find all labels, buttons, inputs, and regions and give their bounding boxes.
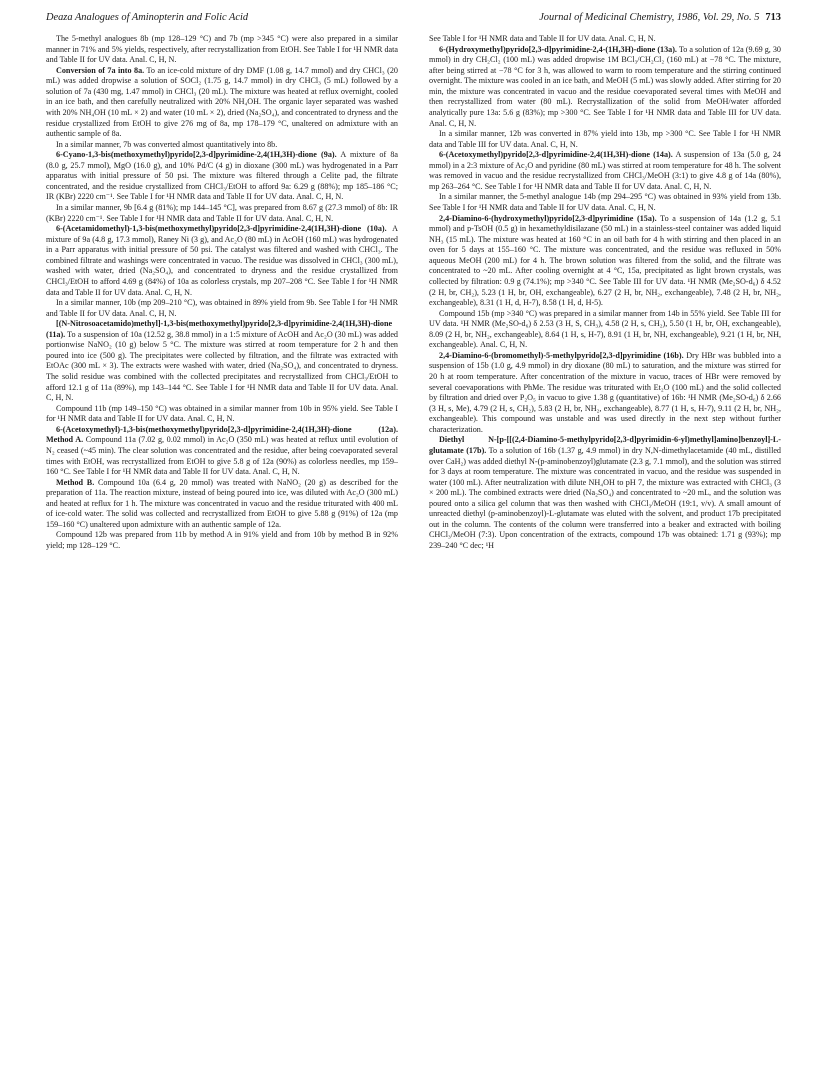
left-column [46, 34, 398, 1059]
paragraph [46, 319, 398, 404]
paragraph [429, 435, 781, 551]
paragraph-heading: 6-(Acetoxymethyl)-1,3-bis(methoxymethyl)pyrido[2,3-d]pyrimidine-2,4(1H,3H)-dione (12a). Method A. [46, 424, 398, 445]
paragraph [429, 129, 781, 150]
paragraph-heading: Diethyl N-[p-[[(2,4-Diamino-5-methylpyrido[2,3-d]pyrimidin-6-yl)methyl]amino]benzoyl]-L-glutamate (17b). [429, 435, 781, 455]
paragraph-text: In a similar manner, 9b [6.4 g (81%); mp 144–145 °C], was prepared from 8.67 g (27.3 mmol) of 8b: IR (KBr) 2220 cm⁻¹. See Table I for ¹H NMR data and Table II for UV data. Anal. C, H, N. [46, 203, 398, 223]
paragraph-text: Compound 10a (6.4 g, 20 mmol) was treated with NaNO₂ (20 g) as described for the preparation of 11a. The reaction mixture, instead of being poured into ice, was diluted with Ac₂O (300 mL) and heated at reflux for 1 h. The mixture was concentrated in vacuo and the residue triturated with 400 mL of ice-cold water. The solid was collected and recrystallized from EtOH to give 5.88 g (91%) of 12a (mp 159–160 °C) unaltered upon admixture with an authentic sample of 12a. [46, 477, 398, 529]
paragraph-text: A mixture of 9a (4.8 g, 17.3 mmol), Raney Ni (3 g), and Ac₂O (80 mL) in AcOH (160 mL) was hydrogenated in a Parr apparatus with initial pressure of 50 psi. The catalyst was filtered and washed with CHCl₃. The combined filtrate and washings were concentrated in vacuo. The residue was dissolved in CHCl₃ (300 mL), washed with water, dried (Na₂SO₄), and concentrated to dryness and the residue crystallized from CHCl₃/EtOH to afford 4.69 g (84%) of 10a as colorless crystals, mp 207–208 °C. See Table I for ¹H NMR data and Table II for UV data. Anal. C, H, N. [46, 224, 398, 297]
header-journal-citation [539, 12, 781, 23]
paragraph [429, 214, 781, 309]
paragraph [46, 425, 398, 478]
paragraph-heading: Method B. [56, 477, 95, 487]
paragraph-heading: [(N-Nitrosoacetamido)methyl]-1,3-bis(methoxymethyl)pyrido[2,3-d]pyrimidine-2,4(1H,3H)-dione (11a). [46, 319, 393, 339]
paragraph-text: The 5-methyl analogues 8b (mp 128–129 °C) and 7b (mp >345 °C) were also prepared in a similar manner in 71% and 5% yields, respectively, after recrystallization from EtOH. See Table I for ¹H NMR data and Table II for UV data. Anal. C, H, N. [46, 34, 398, 65]
paragraph-text: Compound 15b (mp >340 °C) was prepared in a similar manner from 14b in 55% yield. See Table III for UV data. ¹H NMR (Me₂SO-d₆) δ 2.53 (3 H, S, CH₃), 4.58 (2 H, s, CH₂), 5.50 (1 H, br, OH, exchangeable), 8.09 (2 H, br, NH₂, exchangeable), 8.64 (1 H, s, H-7), 8.91 (1 H, br, NH, exchangeable), 9.21 (1 H, br, NH, exchangeable). Anal. C, H, N. [429, 308, 781, 350]
paragraph-text: A mixture of 8a (8.0 g, 25.7 mmol), MgO (16.0 g), and 10% Pd/C (4 g) in dioxane (300 mL) was hydrogenated in a Parr apparatus with initial pressure of 50 psi. The mixture was filtered through a Celite pad, the filtrate concentrated, and the residue crystallized from CHCl₃/EtOH to afford 9a: 6.29 g (88%); mp 185–186 °C; IR (KBr) 2220 cm⁻¹. See Table I for ¹H NMR data and Table II for UV data. Anal. C, H, N. [46, 150, 398, 202]
paragraph-heading: 6-(Hydroxymethyl)pyrido[2,3-d]pyrimidine-2,4-(1H,3H)-dione (13a). [439, 44, 677, 54]
header-journal-name: Journal of Medicinal Chemistry, 1986, Vol. 29, No. 5 [539, 12, 760, 23]
paragraph-text: To an ice-cold mixture of dry DMF (1.08 g, 14.7 mmol) and dry CHCl₃ (20 mL) was added dropwise a solution of SOCl₂ (1.75 g, 14.7 mmol) in dry CHCl₃ (5 mL) followed by a solution of 7a (430 mg, 1.47 mmol) in CHCl₃ (20 mL). The mixture was heated at reflux overnight, cooled in an ice bath, and then carefully neutralized with 20% NH₄OH. The organic layer separated was washed with 20% NH₄OH (10 mL × 2) and water (10 mL × 2), dried (Na₂SO₄), and concentrated to dryness and the residue crystallized from EtOH to give 276 mg of 8a, mp 178–179 °C, unaltered on admixture with an authentic sample of 8a. [46, 65, 398, 139]
paragraph [429, 34, 781, 45]
paragraph [429, 45, 781, 130]
paragraph-text: To a suspension of 14a (1.2 g, 5.1 mmol) and p-TsOH (0.5 g) in hexamethyldisilazane (50 mL) in a stainless-steel container was added liquid NH₃ (15 mL). The mixture was heated at 160 °C in an oil bath for 4 h with stirring and then placed in an oven for 5 days at 155–160 °C. The mixture was concentrated, and the residue was refluxed in 50% aqueous MeOH (200 mL) for 4 h. The brown solution was filtered from the solid, and the filtrate was concentrated to ~20 mL. After cooling overnight at 4 °C, 15a, precipitated as light brown crystals, was collected by filtration: 0.9 g (74.1%); mp >340 °C. See Table III for UV data. ¹H NMR (Me₂SO-d₆) δ 4.52 (2 H, br, CH₂), 5.23 (1 H, br, OH, exchangeable), 6.27 (2 H, br, NH₂, exchangeable), 7.48 (2 H, br, NH₂, exchangeable), 8.31 (1 H, d, H-7), 8.58 (1 H, d, H-5). [429, 213, 781, 308]
paragraph [46, 478, 398, 531]
paragraph-heading: 2,4-Diamino-6-(hydroxymethyl)pyrido[2,3-d]pyrimidine (15a). [439, 213, 657, 223]
paragraph [429, 192, 781, 213]
paragraph [46, 530, 398, 551]
paragraph-text: In a similar manner, 12b was converted in 87% yield into 13b, mp >300 °C. See Table I for ¹H NMR data and Table III for UV data. Anal. C, H, N. [429, 129, 781, 149]
paragraph [46, 140, 398, 151]
right-column [429, 34, 781, 1059]
paragraph-text: To a solution of 12a (9.69 g, 30 mmol) in dry CH₂Cl₂ (100 mL) was added dropwise 1M BCl₃/CH₂Cl₂ (160 mL) at −78 °C. The mixture, after being stirred at −78 °C for 3 h, was allowed to warm to room temperature and the stirring continued overnight. The mixture was cooled in an ice bath, and MeOH (5 mL) was slowly added. After stirring for 20 min, the mixture was concentrated in vacuo and the residue coevaporated several times with MeOH and then recrystallized from water (80 mL). Recrystallization of the solid from MeOH/water afforded analytically pure 13a: 5.6 g (83%); mp >300 °C. See Table I for ¹H NMR data and Table III for UV data. Anal. C, H, N. [429, 44, 781, 128]
paragraph [429, 150, 781, 192]
paragraph-text: In a similar manner, 7b was converted almost quantitatively into 8b. [56, 139, 278, 149]
paragraph [46, 66, 398, 140]
paragraph-text: Compound 12b was prepared from 11b by method A in 91% yield and from 10b by method B in 92% yield; mp 128–129 °C. [46, 530, 398, 550]
body-columns [46, 34, 781, 1059]
paragraph [429, 351, 781, 436]
paragraph-heading: 6-(Acetoxymethyl)pyrido[2,3-d]pyrimidine-2,4(1H,3H)-dione (14a). [439, 150, 673, 160]
paragraph-text: In a similar manner, 10b (mp 209–210 °C), was obtained in 89% yield from 9b. See Table I for ¹H NMR and Table II for UV data. Anal. C, H, N. [46, 298, 398, 318]
paragraph-text: Dry HBr was bubbled into a suspension of 15b (1.0 g, 4.9 mmol) in dry dioxane (80 mL) to saturation, and the mixture was stirred for 20 h at room temperature. After concentration of the mixture in vacuo, traces of HBr were removed by several coevaporations with PhMe. The residue was triturated with Et₂O (100 mL) and the solid collected by filtration and dried over P₂O₅ in vacuo to give 1.38 g (quantitative) of 16b: ¹H NMR (Me₂SO-d₆) δ 2.66 (3 H, s, Me), 4.79 (2 H, s, CH₂), 5.83 (2 H, br, NH₂, exchangeable), 8.77 (1 H, s, H-7), 9.11 (2 H, br, NH₂, exchangeable). This compound was unstable and was used directly in the next step without further characterization. [429, 350, 781, 434]
paragraph [46, 34, 398, 66]
paragraph-text: A suspension of 13a (5.0 g, 24 mmol) in a 2:3 mixture of Ac₂O and pyridine (80 mL) was stirred at room temperature for 48 h. The solvent was removed in vacuo and the residue recrystallized from CHCl₃/MeOH (3:1) to give 4.8 g of 14a (80%), mp 263–264 °C. See Table I for ¹H NMR data and Table II for UV data. Anal. C, H, N. [429, 150, 781, 191]
paragraph [46, 203, 398, 224]
paragraph-text: Compound 11b (mp 149–150 °C) was obtained in a similar manner from 10b in 95% yield. See Table I for ¹H NMR data and Table II for UV data. Anal. C, H, N. [46, 403, 398, 424]
paragraph-text: To a solution of 16b (1.37 g, 4.9 mmol) in dry N,N-dimethylacetamide (40 mL, distilled over CaH₂) was added diethyl N-(p-aminobenzoyl)glutamate (2.3 g, 7.1 mmol), and the solution was stirred for 3 days at room temperature. The mixture was concentrated in vacuo, and the residue was suspended in water (100 mL). After neutralization with dilute NH₄OH to pH 7, the mixture was extracted with CHCl₃ (3 × 200 mL). The combined extracts were dried (Na₂SO₄) and concentrated to ~20 mL, and the solution was poured onto a silica gel column that was then washed with CHCl₃/MeOH (19:1, v/v). A small amount of unreacted diethyl (p-aminobenzoyl)-L-glutamate was eluted with the solvent, and product 17b precipitated out in the column. The contents of the column were transferred into a beaker and extracted with boiling CHCl₃/MeOH (7:3). Upon concentration of the extracts, compound 17b was obtained: 1.71 g (93%); mp 239–240 °C dec; ¹H [429, 445, 781, 550]
paragraph [46, 404, 398, 425]
running-header [46, 12, 781, 26]
page-number: 713 [765, 12, 781, 23]
paragraph [46, 150, 398, 203]
paragraph-text: To a suspension of 10a (12.52 g, 38.8 mmol) in a 1:5 mixture of AcOH and Ac₂O (30 mL) was added portionwise NaNO₂ (10 g) below 5 °C. The mixture was stirred at room temperature for 2 h and then poured into ice (500 g). The precipitates were collected by filtration, and the filtrate was extracted with EtOAc (300 mL × 3). The extracts were washed with water, dried (Na₂SO₄), and concentrated to dryness. The solid residue was combined with the collected precipitates and recrystallized from CHCl₃/EtOH to afford 12.1 g of 11a (89%), mp 143–144 °C. See Table I for ¹H NMR data and Table II for UV data. Anal. C, H, N. [46, 329, 398, 403]
header-article-title: Deaza Analogues of Aminopterin and Folic Acid [46, 12, 249, 23]
paragraph-heading: 6-(Acetamidomethyl)-1,3-bis(methoxymethyl)pyrido[2,3-d]pyrimidine-2,4(1H,3H)-dione (10a). [56, 224, 387, 234]
paragraph-text: In a similar manner, the 5-methyl analogue 14b (mp 294–295 °C) was obtained in 93% yield from 13b. See Table I for ¹H NMR data and Table II for UV data. Anal. C, H, N. [429, 192, 781, 212]
paragraph-text: See Table I for ¹H NMR data and Table II for UV data. Anal. C, H, N. [429, 34, 656, 43]
paragraph [46, 298, 398, 319]
paragraph-text: Compound 11a (7.02 g, 0.02 mmol) in Ac₂O (350 mL) was heated at reflux until evolution of N₂ ceased (~45 min). The clear solution was concentrated and the residue, after being coevaporated several times with EtOH, was recrystallized from EtOH to give 5.8 g of 12a (90%) as colorless needles, mp 159–160 °C. See Table I for ¹H NMR data and Table II for UV data. Anal. C, H, N. [46, 435, 398, 477]
paragraph-heading: Conversion of 7a into 8a. [56, 65, 145, 75]
paragraph-heading: 2,4-Diamino-6-(bromomethyl)-5-methylpyrido[2,3-d]pyrimidine (16b). [439, 350, 684, 360]
paragraph [429, 309, 781, 351]
paragraph [46, 224, 398, 298]
paragraph-heading: 6-Cyano-1,3-bis(methoxymethyl)pyrido[2,3-d]pyrimidine-2,4(1H,3H)-dione (9a). [56, 150, 337, 160]
